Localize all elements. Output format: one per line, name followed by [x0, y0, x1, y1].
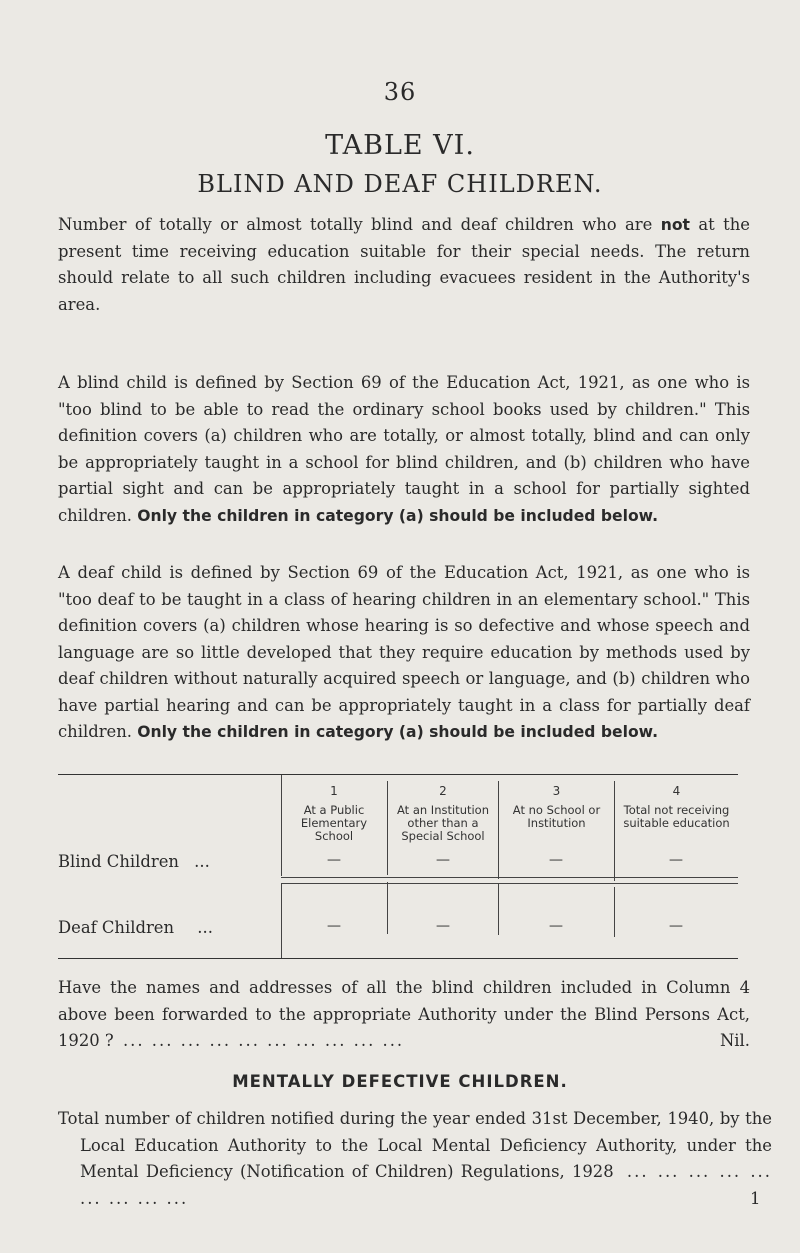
dot-leader: ... ... ... ... ... ... ... ... ... — [80, 1162, 772, 1208]
table-cell: — — [436, 918, 450, 934]
table-cell: — — [669, 852, 683, 868]
row-label-blind — [58, 852, 210, 871]
dot-leader: ... ... ... ... ... ... ... ... ... ... — [122, 1031, 405, 1050]
column-number: 2 — [439, 784, 447, 798]
blind-deaf-table — [58, 774, 738, 959]
mentally-defective-paragraph: Total number of children notified during the year ended 31st December, 1940, by the Local Education Authority to the Local Mental Deficiency Authority, under the Mental Deficiency (Notification of Children) Regulations, 1928 ... ... ... ... ... ... ... ... ... 1 — [58, 1109, 772, 1208]
intro-paragraph — [58, 212, 750, 318]
table-title: TABLE VI. — [325, 130, 475, 161]
column-header-4 — [615, 785, 738, 830]
table-hline — [281, 877, 738, 878]
column-number: 4 — [672, 784, 681, 798]
blind-definition-bold: Only the children in category (a) should be included below. — [137, 506, 659, 525]
table-cell: — — [436, 852, 450, 868]
table-vline — [281, 883, 282, 958]
deaf-definition-text: A deaf child is defined by Section 69 of the Education Act, 1921, as one who is "too deaf to be taught in a class of hearing children in an elementary school." This definition covers (a) children whose hearing is so defective and whose speech and language are so little developed that they require education by methods used by deaf children without naturally acquired speech or language, and (b) children who have partial hearing and can be appropriately taught in a class for partially deaf children. — [58, 563, 750, 741]
column-label: At no School or Institution — [512, 803, 601, 830]
mentally-defective-text: Total number of children notified during the year ended 31st December, 1940, by the Local Education Authority to the Local Mental Deficiency Authority, under the Mental Deficiency (Notification of Children) Regulations, 1928 — [58, 1109, 772, 1181]
names-question-text: Have the names and addresses of all the blind children included in Column 4 above been forwarded to the appropriate Authority under the Blind Persons Act, 1920 ? — [58, 978, 750, 1050]
table-vline — [498, 883, 499, 935]
page-number: 36 — [383, 78, 417, 106]
table-cell: — — [327, 918, 341, 934]
row-leader: ... — [194, 852, 210, 871]
column-label: Total not receiving suitable education — [623, 803, 730, 830]
column-header-3 — [499, 785, 614, 830]
table-cell: — — [549, 918, 563, 934]
row-label-deaf — [58, 918, 213, 937]
column-number: 1 — [330, 784, 338, 798]
table-hline — [281, 883, 738, 884]
column-header-2 — [388, 785, 498, 843]
table-vline — [387, 882, 388, 934]
row-label-text: Deaf Children — [58, 918, 175, 937]
blind-definition-text: A blind child is defined by Section 69 of the Education Act, 1921, as one who is "too blind to be able to read the ordinary school books used by children." This definition covers (a) children who are totally, or almost totally, blind and can only be appropriately taught in a school for blind children, and (b) children who have partial sight and can be appropriately taught in a school for partially sighted children. — [58, 373, 750, 525]
deaf-definition-bold: Only the children in category (a) should be included below. — [137, 723, 659, 741]
row-label-text: Blind Children — [58, 852, 179, 871]
deaf-definition-paragraph — [58, 560, 750, 746]
table-vline — [614, 887, 615, 937]
intro-text-1: Number of totally or almost totally blind and deaf children who are — [58, 215, 661, 234]
section-title: BLIND AND DEAF CHILDREN. — [197, 170, 603, 198]
intro-text-2: at the present time receiving education suitable for their special needs. The return should relate to all such children including evacuees resident in the Authority's area. — [58, 215, 750, 314]
names-question-paragraph — [58, 975, 750, 1055]
names-question-answer: Nil. — [719, 1031, 750, 1050]
mentally-defective-title: MENTALLY DEFECTIVE CHILDREN. — [232, 1072, 568, 1091]
table-cell: — — [327, 852, 341, 868]
row-leader: ... — [197, 918, 213, 937]
table-cell: — — [549, 852, 563, 868]
column-label: At a Public Elementary School — [300, 803, 368, 843]
column-header-1 — [281, 785, 387, 843]
blind-definition-paragraph — [58, 370, 750, 529]
intro-bold: not — [660, 216, 691, 234]
column-label: At an Institution other than a Special School — [396, 803, 490, 843]
table-cell: — — [669, 918, 683, 934]
column-number: 3 — [552, 784, 561, 798]
